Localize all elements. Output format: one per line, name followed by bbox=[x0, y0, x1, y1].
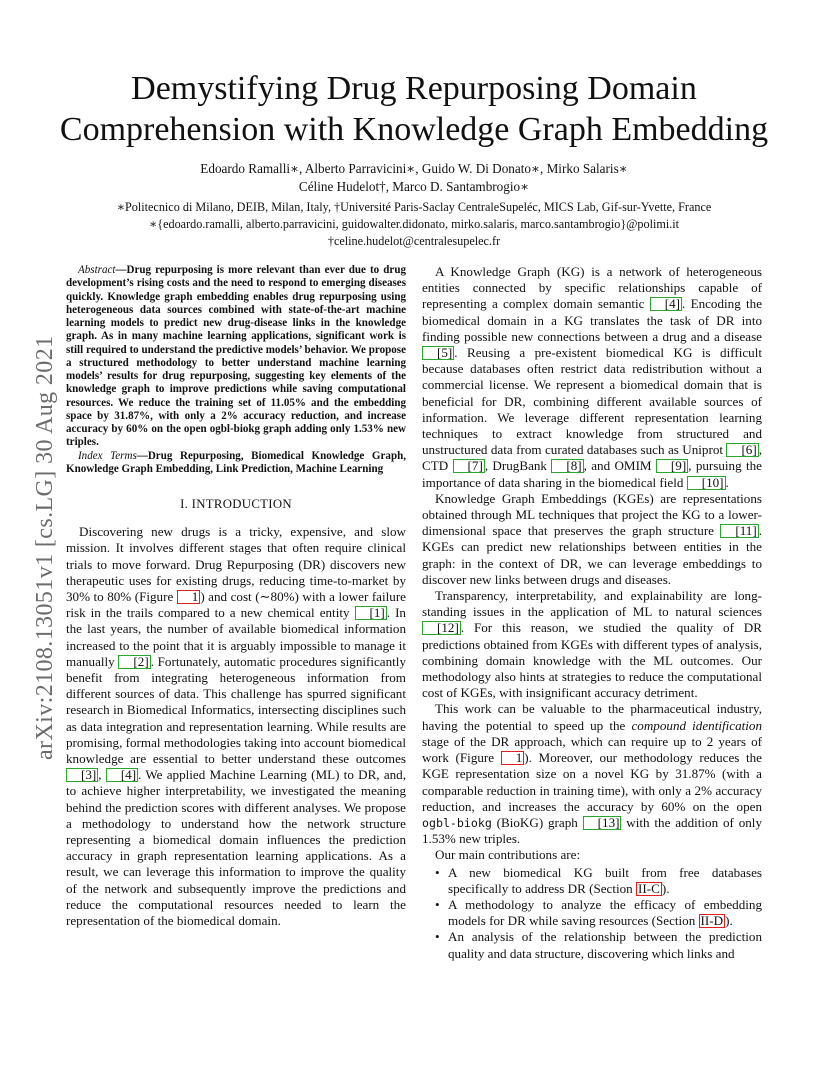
text-run: , DrugBank bbox=[484, 458, 552, 474]
figure-link[interactable]: 1 bbox=[501, 751, 525, 765]
text-run: A new biomedical KG built from free databases specifically to address DR (Section bbox=[448, 864, 762, 896]
authors-line-2: Céline Hudelot†, Marco D. Santambrogio∗ bbox=[298, 179, 530, 194]
citation-link[interactable]: [4] bbox=[650, 297, 682, 311]
text-run: An analysis of the relationship between the prediction quality and data structure, discovering which links and bbox=[448, 929, 762, 961]
text-run: , and OMIM bbox=[583, 458, 656, 474]
intro-paragraph-1 bbox=[66, 524, 406, 929]
abstract bbox=[66, 264, 406, 450]
list-item bbox=[448, 865, 762, 897]
intro-paragraph-kg bbox=[422, 264, 762, 491]
citation-link[interactable]: [8] bbox=[551, 459, 583, 473]
list-item bbox=[448, 897, 762, 929]
text-run: ). bbox=[661, 880, 670, 896]
section-link[interactable]: II-D bbox=[700, 913, 724, 929]
contributions-list bbox=[422, 865, 762, 962]
dataset-name: ogbl-biokg bbox=[422, 815, 492, 830]
text-run: (BioKG) graph bbox=[491, 814, 583, 830]
citation-link[interactable]: [2] bbox=[118, 655, 150, 669]
authors-line-1: Edoardo Ramalli∗, Alberto Parravicini∗, Guido W. Di Donato∗, Mirko Salaris∗ bbox=[200, 161, 628, 176]
arxiv-stamp: arXiv:2108.13051v1 [cs.LG] 30 Aug 2021 bbox=[32, 335, 58, 760]
text-run: with the addition of only 1.53% new triples. bbox=[422, 814, 762, 847]
intro-paragraph-kge bbox=[422, 491, 762, 588]
citation-link[interactable]: [13] bbox=[583, 816, 622, 830]
intro-paragraph-transparency bbox=[422, 588, 762, 701]
text-run: Transparency, interpretability, and explainability are long-standing issues in the application of ML to natural sciences bbox=[422, 588, 762, 620]
text-run: A methodology to analyze the efficacy of embedding models for DR while saving resources (Section bbox=[448, 896, 762, 929]
text-run: This work can be valuable to the pharmaceutical industry, having the potential to speed up the bbox=[422, 701, 762, 733]
text-run: , CTD bbox=[422, 442, 762, 474]
citation-link[interactable]: [4] bbox=[106, 768, 138, 782]
figure-link[interactable]: 1 bbox=[177, 590, 201, 604]
text-run: ). Moreover, our methodology reduces the KGE representation size on a novel KG by 31.87% (with a comparable reduction in training time), with only a 2% accuracy reduction, and increases the accuracy by 60% on the open bbox=[422, 750, 762, 814]
citation-link[interactable]: [6] bbox=[726, 443, 758, 457]
citation-link[interactable]: [9] bbox=[656, 459, 688, 473]
section-link[interactable]: II-C bbox=[638, 880, 660, 896]
text-run: . In the last years, the number of available biomedical information increased to the point that it is arguably impossible to manage it manually bbox=[66, 605, 406, 669]
author-list bbox=[60, 160, 768, 196]
index-terms bbox=[66, 450, 406, 477]
text-run: ) and cost (∼80%) with a lower failure risk in the trails compared to a new chemical entity bbox=[66, 589, 406, 621]
affiliation-line-2: ∗{edoardo.ramalli, alberto.parravicini, guidowalter.didonato, mirko.salaris, marco.santambrogio}@polimi.it bbox=[148, 217, 680, 231]
left-column bbox=[66, 264, 406, 929]
text-run: . Reusing a pre-existent biomedical KG is difficult because databases often restrict data redistribution without a commercial license. We represent a biomedical domain that is beneficial for DR, combining different available sources of information. We leverage different representation learning techniques to extract knowledge from structured and unstructured data from curated databases such as Uniprot bbox=[422, 345, 762, 458]
text-run: , pursuing the importance of data sharing in the biomedical field bbox=[422, 458, 762, 490]
emphasis-text: compound identification bbox=[631, 717, 762, 733]
index-terms-lead: Index Terms bbox=[78, 449, 137, 462]
contributions-intro: Our main contributions are: bbox=[435, 847, 581, 863]
text-run: , bbox=[98, 767, 106, 783]
list-item bbox=[448, 929, 762, 961]
text-run: . For this reason, we studied the quality of DR predictions obtained from KGEs with different types of analysis, combining domain knowledge with the ML outcomes. Our methodology also hints at strategies to reduce the computational cost of KGEs, with insignificant accuracy detriment. bbox=[422, 620, 762, 701]
citation-link[interactable]: [11] bbox=[720, 524, 758, 538]
affiliation-line-3: †celine.hudelot@centralesupelec.fr bbox=[327, 234, 501, 248]
section-heading-introduction: I. INTRODUCTION bbox=[180, 497, 292, 511]
text-run: . bbox=[725, 474, 729, 490]
abstract-lead: Abstract bbox=[78, 264, 116, 276]
citation-link[interactable]: [3] bbox=[66, 768, 98, 782]
text-run: . Encoding the biomedical domain in a KG translates the task of DR into finding possible new connections between a drug and a disease bbox=[422, 296, 763, 344]
title-line-1: Demystifying Drug Repurposing Domain bbox=[131, 70, 697, 107]
abstract-text: —Drug repurposing is more relevant than ever due to drug development’s rising costs and the need to respond to emerging diseases quickly. Knowledge graph embedding enables drug repurposing using heterogeneous data sources combined with state-of-the-art machine learning models to predict new drug-disease links in the knowledge graph. As in many machine learning applications, significant work is still required to understand the predictive models’ behavior. We propose a structured methodology to better understand machine learning models’ results for drug repurposing, suggesting key elements of the knowledge graph to improve predictions while saving computational resources. We reduce the training set of 11.05% and the embedding space by 31.87%, with only a 2% accuracy reduction, and increase accuracy by 60% on the open ogbl-biokg graph adding only 1.53% new triples. bbox=[66, 264, 406, 449]
affiliation-line-1: ∗Politecnico di Milano, DEIB, Milan, Italy, †Université Paris-Saclay CentraleSupeléc, MICS Lab, Gif-sur-Yvette, France bbox=[116, 200, 712, 214]
title-line-2: Comprehension with Knowledge Graph Embedding bbox=[59, 111, 769, 148]
text-run: A Knowledge Graph (KG) is a network of heterogeneous entities connected by specific relationships capable of representing a complex domain semantic bbox=[422, 264, 762, 312]
text-run: Knowledge Graph Embeddings (KGEs) are representations obtained through ML techniques that project the KG to a lower-dimensional space that preserves the graph structure bbox=[422, 490, 762, 539]
affiliations bbox=[30, 199, 798, 250]
text-run: Discovering new drugs is a tricky, expensive, and slow mission. It involves different stages that often require clinical trials to move forward. Drug Repurposing (DR) discovers new therapeutic uses for existing drugs, reducing time-to-market by 30% to 80% (Figure bbox=[66, 524, 406, 605]
paper-title bbox=[40, 68, 788, 150]
index-terms-text: —Drug Repurposing, Biomedical Knowledge Graph, Knowledge Graph Embedding, Link Prediction, Machine Learning bbox=[66, 449, 406, 475]
citation-link[interactable]: [5] bbox=[422, 346, 454, 360]
citation-link[interactable]: [1] bbox=[355, 606, 387, 620]
citation-link[interactable]: [12] bbox=[422, 621, 461, 635]
right-column bbox=[422, 264, 762, 962]
intro-paragraph-value bbox=[422, 701, 762, 847]
citation-link[interactable]: [10] bbox=[687, 476, 726, 490]
text-run: ). bbox=[725, 913, 733, 929]
citation-link[interactable]: [7] bbox=[453, 459, 485, 473]
text-run: . We applied Machine Learning (ML) to DR, and, to achieve higher interpretability, we investigated the meaning behind the prediction scores with different analyses. We propose a methodology to understand how the network structure representing a biomedical domain influences the prediction accuracy in graph representation learning applications. As a result, we can leverage this information to improve the quality of the network and subsequently improve the predictions and reduce the computational resources needed to learn the representation of the biomedical domain. bbox=[66, 767, 406, 929]
text-run: . KGEs can predict new relationships between entities in the graph: in the context of DR, we can leverage embeddings to discover new links between drugs and diseases. bbox=[422, 523, 762, 587]
text-run: stage of the DR approach, which can require up to 2 years of work (Figure bbox=[422, 733, 762, 766]
text-run: . Fortunately, automatic procedures significantly benefit from integrating heterogeneous information from different sources of data. This challenge has spurred significant research in Biomedical Informatics, intersecting disciplines such as data integration and representation learning. While results are promising, formal methodologies taking into account biomedical knowledge are essential to better understand these outcomes bbox=[66, 653, 407, 767]
